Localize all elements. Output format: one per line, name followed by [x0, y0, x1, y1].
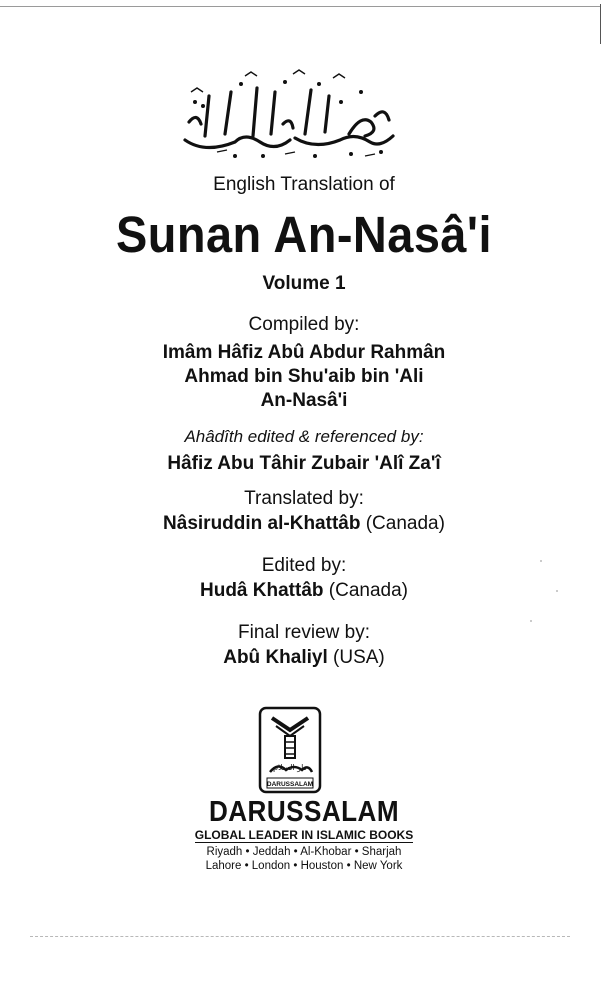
translator-country: (Canada): [365, 513, 445, 534]
top-rule: [0, 6, 600, 7]
compiler-line-2: Ahmad bin Shu'aib bin 'Ali: [184, 366, 424, 387]
book-title: Sunan An-Nasâ'i: [115, 206, 493, 263]
publisher-name: DARUSSALAM: [208, 796, 400, 828]
compiler-line-3: An-Nasâ'i: [260, 390, 348, 411]
publisher-cities-line-1: Riyadh • Jeddah • Al-Khobar • Sharjah: [206, 846, 402, 858]
scan-speck: [530, 620, 532, 622]
intro-text: English Translation of: [213, 174, 395, 195]
compiled-label: Compiled by:: [248, 314, 360, 335]
scan-speck: [540, 560, 542, 562]
translator-line: [0, 513, 608, 535]
edge-mark: [600, 4, 601, 44]
bottom-rule: [30, 936, 570, 937]
editor-country: (Canada): [328, 580, 408, 601]
ahadith-label: Ahâdîth edited & referenced by:: [184, 427, 424, 446]
translated-label: Translated by:: [244, 488, 364, 509]
editor-name: Hudâ Khattâb: [200, 580, 324, 601]
review-label: Final review by:: [238, 622, 370, 643]
compiler-line-1: Imâm Hâfiz Abû Abdur Rahmân: [162, 342, 446, 363]
editor-line: [0, 580, 608, 602]
arabic-calligraphy-title: [165, 62, 405, 162]
publisher-cities-line-2: Lahore • London • Houston • New York: [205, 860, 403, 872]
darussalam-logo-icon: [258, 706, 322, 794]
translator-name: Nâsiruddin al-Khattâb: [163, 513, 361, 534]
logo-arabic-text: دار السلام: [273, 763, 307, 772]
logo-caption: DARUSSALAM: [266, 781, 314, 788]
tagline-text: GLOBAL LEADER IN ISLAMIC BOOKS: [194, 828, 414, 842]
reviewer-country: (USA): [333, 647, 385, 668]
reviewer-name: Abû Khaliyl: [223, 647, 328, 668]
edited-label: Edited by:: [261, 555, 347, 576]
reviewer-line: [0, 647, 608, 669]
scan-speck: [556, 590, 558, 592]
publisher-tagline: [0, 828, 608, 842]
ahadith-editor-name: Hâfiz Abu Tâhir Zubair 'Alî Za'î: [167, 453, 441, 474]
volume-label: Volume 1: [262, 273, 346, 294]
